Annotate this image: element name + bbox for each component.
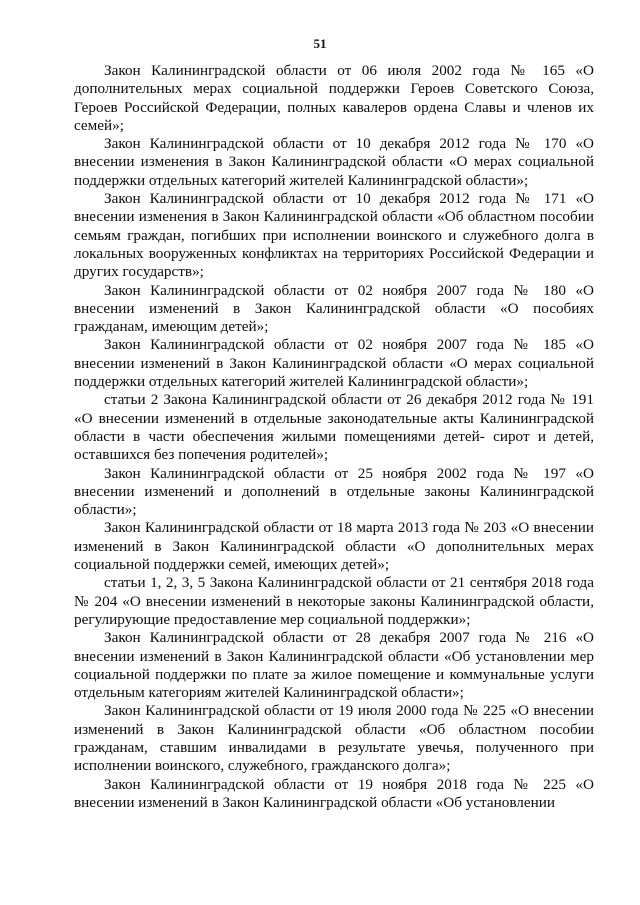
law-paragraph-12: Закон Калининградской области от 19 ноября 2018 года № 225 «О внесении изменений в Закон Калининградской области «Об установлении xyxy=(74,775,594,811)
law-paragraph-5: Закон Калининградской области от 02 ноября 2007 года № 185 «О внесении изменений в Закон Калининградской области «О мерах социальной поддержки отдельных категорий жителей Калининградской области»; xyxy=(74,336,594,391)
law-paragraph-7: Закон Калининградской области от 25 ноября 2002 года № 197 «О внесении изменений и дополнений в отдельные законы Калининградской области»; xyxy=(74,464,594,519)
document-body xyxy=(74,62,594,812)
law-paragraph-1: Закон Калининградской области от 06 июля 2002 года № 165 «О дополнительных мерах социальной поддержки Героев Советского Союза, Героев Российской Федерации, полных кавалеров ордена Славы и членов их семей»; xyxy=(74,62,594,134)
law-paragraph-3: Закон Калининградской области от 10 декабря 2012 года № 171 «О внесении изменения в Закон Калининградской области «Об областном пособии семьям граждан, погибших при исполнении воинского и служебного долга в локальных вооруженных конфликтах на территориях Российской Федерации и других государств»; xyxy=(74,190,594,281)
law-paragraph-8: Закон Калининградской области от 18 марта 2013 года № 203 «О внесении изменений в Закон Калининградской области «О дополнительных мерах социальной поддержки семей, имеющих детей»; xyxy=(74,519,594,574)
law-paragraph-6: статьи 2 Закона Калининградской области от 26 декабря 2012 года № 191 «О внесении изменений в отдельные законодательные акты Калининградской области в части обеспечения жилыми помещениями детей- сирот и детей, оставшихся без попечения родителей»; xyxy=(74,391,594,464)
law-paragraph-2: Закон Калининградской области от 10 декабря 2012 года № 170 «О внесении изменения в Закон Калининградской области «О мерах социальной поддержки отдельных категорий жителей Калининградской области»; xyxy=(74,135,594,189)
page-number: 51 xyxy=(313,36,327,51)
law-paragraph-4: Закон Калининградской области от 02 ноября 2007 года № 180 «О внесении изменений в Закон Калининградской области «О пособиях гражданам, имеющим детей»; xyxy=(74,281,594,336)
law-paragraph-9: статьи 1, 2, 3, 5 Закона Калининградской области от 21 сентября 2018 года № 204 «О внесении изменений в некоторые законы Калининградской области, регулирующие предоставление мер социальной поддержки»; xyxy=(74,574,594,628)
law-paragraph-10: Закон Калининградской области от 28 декабря 2007 года № 216 «О внесении изменений в Закон Калининградской области «Об установлении мер социальной поддержки по плате за жилое помещение и коммунальные услуги отдельным категориям жителей Калининградской области»; xyxy=(74,629,594,702)
law-paragraph-11: Закон Калининградской области от 19 июля 2000 года № 225 «О внесении изменений в Закон Калининградской области «Об областном пособии гражданам, ставшим инвалидами в результате увечья, полученного при исполнении воинского, служебного, гражданского долга»; xyxy=(74,702,594,775)
